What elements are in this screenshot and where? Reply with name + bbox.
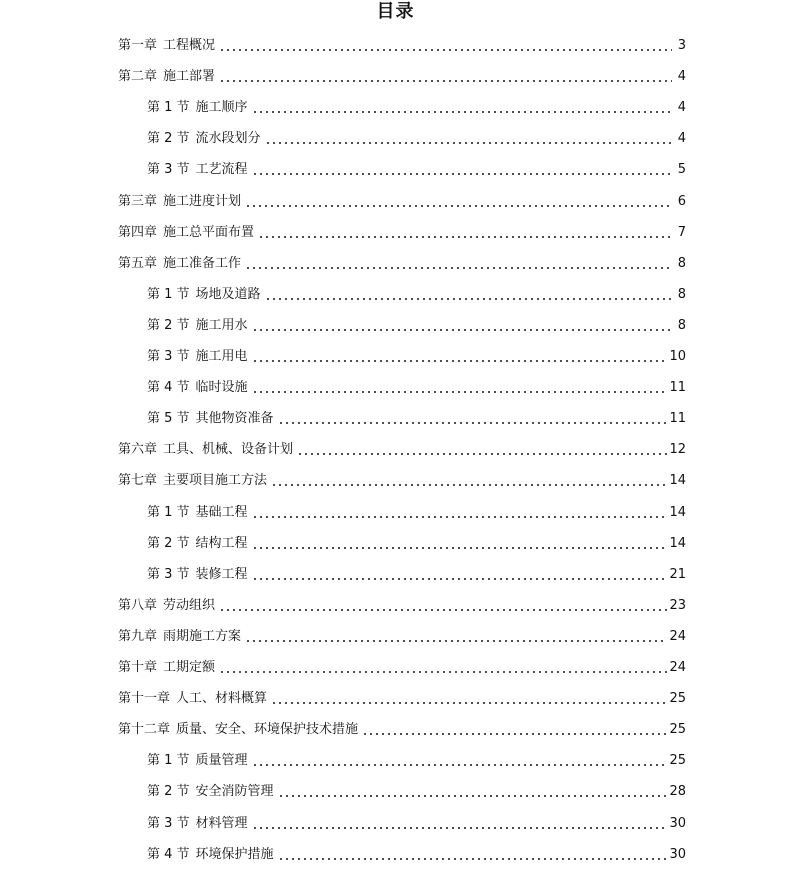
toc-entry-page-number: 30 [669,815,686,831]
toc-entry-title: 人工、材料概算 [176,691,268,707]
toc-entry-title: 工艺流程 [195,162,248,178]
toc-entry-title: 场地及道路 [195,286,261,302]
toc-entry-page-number: 24 [669,628,686,644]
dot-leader [252,815,668,833]
toc-entry-number: 第七章 [118,473,158,489]
toc-entry-page-number: 5 [677,162,686,178]
toc-entry[interactable] [147,317,686,335]
dot-leader [219,68,672,86]
toc-entry[interactable] [118,37,686,55]
dot-leader [219,597,667,615]
toc-entry-label [118,472,267,490]
dot-leader [245,628,667,646]
toc-entry-page-number: 25 [669,753,686,769]
toc-entry-number: 第 1 节 [147,504,190,520]
toc-entry-title: 基础工程 [195,504,248,520]
dot-leader [278,783,668,801]
toc-entry-title: 劳动组织 [163,597,216,613]
toc-entry-label [147,846,274,864]
toc-entry[interactable] [118,597,686,615]
toc-entry-label [118,721,358,739]
toc-entry[interactable] [147,161,686,179]
toc-entry-number: 第 3 节 [147,815,190,831]
dot-leader [271,690,667,708]
toc-entry[interactable] [147,535,686,553]
toc-entry-page-number: 4 [677,69,686,85]
toc-entry-number: 第 3 节 [147,566,190,582]
toc-entry-title: 安全消防管理 [195,784,274,800]
toc-entry[interactable] [118,721,686,739]
toc-entry-page-number: 6 [677,193,686,209]
toc-entry-title: 施工进度计划 [163,193,242,209]
toc-entry[interactable] [147,130,686,148]
toc-entry-label [118,37,215,55]
dot-leader [271,472,667,490]
toc-entry-title: 施工部署 [163,69,216,85]
toc-entry-label [118,255,241,273]
toc-entry-title: 环境保护措施 [195,846,274,862]
toc-entry-number: 第三章 [118,193,158,209]
toc-entry-page-number: 12 [669,442,686,458]
dot-leader [265,286,672,304]
toc-entry-number: 第 3 节 [147,349,190,364]
toc-entry-label [147,815,248,833]
dot-leader [245,255,672,273]
toc-entry[interactable] [147,348,686,366]
toc-entry-number: 第六章 [118,442,158,458]
dot-leader [278,410,668,428]
toc-entry-number: 第十一章 [118,691,171,707]
toc-entry-number: 第 2 节 [147,131,190,147]
toc-entry-title: 质量、安全、环境保护技术措施 [176,722,359,738]
dot-leader [258,224,672,242]
toc-entry-page-number: 8 [677,286,686,302]
toc-entry-label [118,224,254,242]
toc-entry[interactable] [118,193,686,211]
toc-entry-page-number: 30 [669,846,686,862]
toc-entry-page-number: 4 [677,100,686,116]
toc-entry[interactable] [118,659,686,677]
toc-entry-label [147,752,248,770]
toc-entry-number: 第十二章 [118,722,171,738]
toc-entry-title: 工具、机械、设备计划 [163,442,294,458]
toc-entry[interactable] [147,566,686,584]
toc-entry-label [118,193,241,211]
toc-entry-page-number: 23 [669,597,686,613]
toc-entry-number: 第八章 [118,597,158,613]
toc-entry[interactable] [147,286,686,304]
dot-leader [278,846,668,864]
toc-entry[interactable] [147,783,686,801]
toc-entry-page-number: 24 [669,660,686,675]
toc-entry-number: 第 2 节 [147,317,190,333]
toc-entry[interactable] [147,410,686,428]
toc-entry-title: 其他物资准备 [195,411,274,427]
toc-entry-label [147,410,274,428]
toc-entry[interactable] [147,99,686,117]
toc-entry-title: 结构工程 [195,535,248,551]
toc-entry-page-number: 7 [677,224,686,240]
toc-entry-page-number: 11 [669,411,686,427]
toc-entry-page-number: 14 [669,504,686,520]
toc-entry[interactable] [118,224,686,242]
toc-entry-title: 临时设施 [195,380,248,396]
toc-entry-number: 第五章 [118,255,158,271]
toc-entry-label [118,68,215,86]
dot-leader [252,535,668,553]
toc-entry-number: 第四章 [118,224,158,240]
toc-entry[interactable] [147,752,686,770]
dot-leader [252,161,672,179]
toc-entry-title: 主要项目施工方法 [163,473,268,489]
toc-entry-page-number: 8 [677,317,686,333]
dot-leader [297,441,667,459]
toc-entry[interactable] [118,68,686,86]
toc-entry-page-number: 4 [677,131,686,147]
toc-entry[interactable] [147,504,686,522]
toc-entry-label [147,286,261,304]
toc-entry-number: 第 1 节 [147,100,190,116]
dot-leader [252,379,668,397]
toc-entry-number: 第 5 节 [147,411,190,427]
toc-entry-page-number: 10 [669,349,686,364]
toc-entry-number: 第 2 节 [147,784,190,800]
toc-entry-label [118,441,293,459]
toc-entry-page-number: 28 [669,784,686,800]
toc-entry-page-number: 14 [669,473,686,489]
toc-entry-page-number: 25 [669,722,686,738]
toc-entry-number: 第 4 节 [147,380,190,396]
toc-entry[interactable] [118,255,686,273]
toc-entry-title: 雨期施工方案 [163,628,242,644]
dot-leader [245,193,672,211]
toc-entry-title: 质量管理 [195,753,248,769]
toc-entry-title: 施工顺序 [195,100,248,116]
toc-entry-number: 第九章 [118,628,158,644]
toc-entry[interactable] [118,628,686,646]
toc-entry[interactable] [147,379,686,397]
toc-entry-page-number: 25 [669,691,686,707]
toc-entry-number: 第 1 节 [147,286,190,302]
toc-entry-page-number: 14 [669,535,686,551]
toc-entry-title: 材料管理 [195,815,248,831]
toc-entry-label [118,597,215,615]
toc-entry-label [147,379,248,397]
toc-entry-label [118,628,241,646]
toc-entry-label [147,566,248,584]
toc-entry-label [147,504,248,522]
toc-entry[interactable] [147,846,686,864]
toc-entry-label [147,783,274,801]
toc-entry-number: 第十章 [118,660,158,675]
toc-entry-title: 施工总平面布置 [163,224,255,240]
toc-entry[interactable] [118,690,686,708]
toc-entry-label [147,161,248,179]
toc-entry-title: 流水段划分 [195,131,261,147]
dot-leader [252,317,672,335]
dot-leader [252,99,672,117]
toc-entry-label [118,659,215,677]
toc-entry-label [147,130,261,148]
toc-entry-label [147,535,248,553]
toc-entry-label [147,99,248,117]
toc-entry-label [118,690,267,708]
toc-entry-number: 第 3 节 [147,162,190,178]
toc-entry-label [147,348,248,366]
toc-entry-number: 第一章 [118,38,158,53]
toc-entry[interactable] [147,815,686,833]
dot-leader [362,721,667,739]
toc-entry-number: 第 4 节 [147,846,190,862]
toc-entry-title: 施工用水 [195,317,248,333]
toc-entry-title: 施工用电 [195,349,248,364]
toc-entry[interactable] [118,472,686,490]
toc-entry[interactable] [118,441,686,459]
dot-leader [252,504,668,522]
dot-leader [219,659,667,677]
toc-entry-title: 装修工程 [195,566,248,582]
toc-entry-label [147,317,248,335]
dot-leader [252,348,668,366]
dot-leader [265,130,672,148]
toc-entry-page-number: 8 [677,255,686,271]
toc-entry-title: 工期定额 [163,660,216,675]
toc-entry-page-number: 3 [677,38,686,53]
page-title: 目录 [376,1,415,22]
toc-entry-title: 施工准备工作 [163,255,242,271]
toc-entry-number: 第 1 节 [147,753,190,769]
toc-entry-title: 工程概况 [163,38,216,53]
toc-entry-number: 第二章 [118,69,158,85]
toc-entry-page-number: 21 [669,566,686,582]
toc-entry-page-number: 11 [669,380,686,396]
dot-leader [252,752,668,770]
dot-leader [219,37,672,55]
toc-entry-number: 第 2 节 [147,535,190,551]
dot-leader [252,566,668,584]
